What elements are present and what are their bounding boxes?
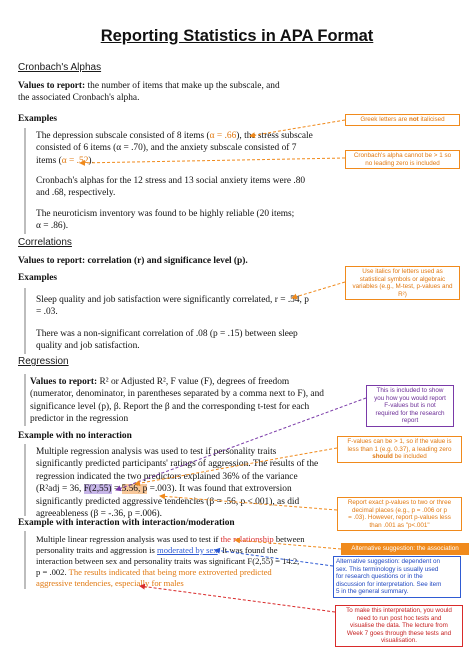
moderated-phrase: moderated by sex — [157, 545, 218, 555]
correlations-examples-label: Examples — [18, 273, 58, 283]
text: Use italics for letters used as — [362, 268, 443, 275]
arrow-italics — [292, 282, 345, 298]
text: not — [408, 116, 419, 123]
text: interaction between sex and personality traits was significant F(2,55) = 14.2, — [36, 556, 300, 566]
text: significance level (p), β. Report the β and the corresponding t-test for each — [30, 401, 310, 412]
text: Multiple linear regression analysis was used to test if — [36, 534, 221, 544]
text: statistical symbols or algebraic — [359, 275, 446, 283]
text: (R²adj = 36, — [36, 484, 82, 495]
text: significantly predicted participants' ratings of aggression. The results of the — [36, 459, 319, 470]
text: ), the stress subscale — [236, 131, 313, 141]
p-value-highlight: 5.56, p — [121, 484, 148, 495]
text: The depression subscale consisted of 8 items ( — [36, 131, 210, 141]
text: p = .002. — [36, 567, 67, 577]
text: Sleep quality and job satisfaction were significantly correlated, — [36, 295, 273, 305]
arrow-included — [116, 398, 366, 490]
interpretation-phrase: The results indicated that being more extroverted predicted — [66, 567, 272, 577]
text: sex. This terminology is usually used — [336, 565, 439, 573]
arrow-post-hoc — [140, 586, 335, 612]
text: This is included to show — [376, 387, 444, 394]
text: α = .86). — [36, 221, 69, 232]
section-heading-cronbach: Cronbach's Alphas — [18, 62, 102, 73]
text: regression indicated the two predictors explained 36% of the variance — [36, 471, 298, 482]
text: significantly predicted aggressive tendencies (β = .56, p <.001), as did — [36, 496, 300, 507]
r-value-highlight: r = .54, p — [274, 295, 309, 305]
text: required for the research — [375, 409, 445, 417]
text: ). — [88, 155, 94, 166]
text: Greek letters are — [360, 116, 409, 123]
text: quality and job satisfaction. — [36, 341, 140, 352]
text: decimal places (e.g., p = .006 or p — [351, 506, 448, 514]
text: consisted of 6 items (α = .70), and the anxiety subscale consisted of 7 — [36, 143, 297, 154]
text: italicised — [418, 116, 445, 123]
text: be included — [394, 453, 427, 461]
text: = .03. — [36, 307, 58, 318]
text: than .001 as "p<.001" — [369, 521, 430, 529]
text: F-values can be > 1, so if the value is — [347, 438, 452, 445]
text: variables (e.g., M-test, p-values and — [352, 283, 453, 291]
text: F-values but is not — [384, 402, 436, 410]
text: The neuroticism inventory was found to be highly reliable (20 items; — [36, 209, 295, 219]
text: items ( — [36, 155, 62, 166]
cronbach-report-label: Values to report: — [18, 81, 86, 91]
arrow-fvalues — [135, 448, 337, 484]
cronbach-report-line1: the number of items that make up the subscale, and — [87, 81, 280, 91]
text: . It was found the — [217, 545, 278, 555]
arrow-alternative — [215, 550, 333, 566]
interaction-heading: Example with interaction with interaction/moderation — [18, 518, 235, 528]
text: 5 in the general summary. — [336, 588, 409, 596]
text: need to run post hoc tests and — [356, 614, 442, 622]
text: between — [273, 534, 305, 544]
alpha-value-highlight: α = .66 — [209, 131, 237, 141]
text: visualisation. — [380, 637, 418, 645]
cronbach-examples-label: Examples — [18, 114, 58, 124]
text: predictor in the regression — [30, 414, 129, 425]
text: = .03). However, report p-values less — [348, 514, 451, 522]
page-title: Reporting Statistics in APA Format — [100, 27, 374, 45]
text: = — [111, 484, 122, 495]
text: personality traits and aggression is — [36, 545, 158, 555]
text: Report exact p-values to two or three — [347, 499, 452, 506]
text: no leading zero is included — [365, 159, 440, 167]
interpretation-phrase: aggressive tendencies, especially for males — [36, 578, 184, 588]
text: R²) — [398, 290, 407, 298]
arrow-greek — [250, 120, 345, 136]
text: Cronbach's alphas for the 12 stress and 13 social anxiety items were .80 — [36, 176, 306, 186]
text: discussion for interpretation. See item — [336, 580, 442, 588]
arrow-association — [235, 540, 341, 549]
text: should — [372, 453, 393, 461]
relationship-phrase: the relationship — [220, 534, 274, 544]
cronbach-report-line2: the associated Cronbach's alpha. — [18, 93, 140, 104]
note-association: Alternative suggestion: the association — [341, 543, 469, 555]
text: agreeableness (β = -.36, p =.006). — [36, 509, 162, 520]
text: Week 7 goes through these tests and — [346, 629, 452, 637]
alpha-value-highlight: α = .52 — [61, 155, 89, 166]
regression-report-label: Values to report: — [30, 377, 98, 387]
text: To make this interpretation, you would — [346, 607, 452, 614]
text: report — [401, 417, 419, 425]
text: Cronbach's alpha cannot be > 1 so — [353, 152, 452, 159]
text: Multiple regression analysis was used to test if personality traits — [36, 447, 277, 457]
text: for research questions or in the — [336, 573, 423, 581]
arrow-cronbach — [80, 158, 345, 163]
text: R² or Adjusted R², F value (F), degrees of freedom — [99, 377, 290, 387]
text: less than 1 (e.g. 0.37), a leading zero — [347, 445, 452, 453]
text: and .68, respectively. — [36, 188, 116, 199]
correlations-values-to-report: Values to report: correlation (r) and significance level (p). — [18, 256, 248, 266]
text: =.003). It was found that extroversion — [147, 484, 292, 495]
text: There was a non-significant correlation of .08 (p = .15) between sleep — [36, 329, 298, 339]
arrow-exact-p — [160, 496, 337, 510]
f-value-highlight: F(2,55) — [83, 484, 112, 495]
text: Alternative suggestion: dependent on — [336, 558, 440, 565]
text: (numerator, denominator, in parentheses separated by a comma next to F), and — [30, 389, 324, 400]
text: visualise the data. The lecture from — [350, 622, 448, 630]
section-heading-regression: Regression — [18, 356, 69, 367]
no-interaction-heading: Example with no interaction — [18, 431, 132, 441]
section-heading-correlations: Correlations — [18, 237, 72, 248]
text: you how you would report — [374, 394, 446, 402]
